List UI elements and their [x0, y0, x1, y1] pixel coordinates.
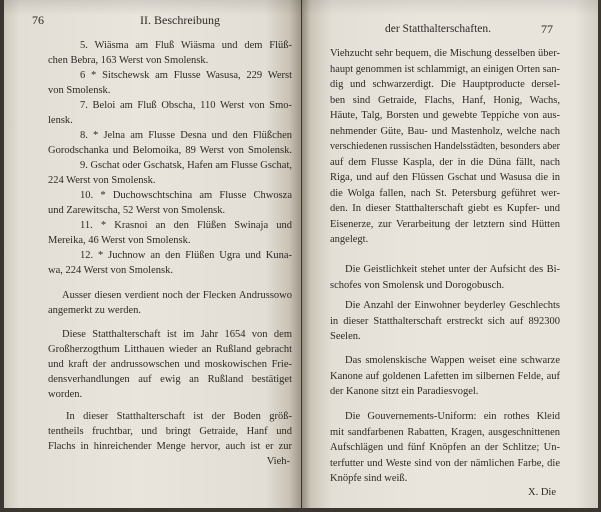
place-entry	[48, 188, 292, 218]
text-line: 9. Gschat oder Gschatsk, Hafen am Flusse Gschat,	[80, 160, 292, 171]
text-line: Großherzogthum Litthauen wieder an Rußland gebracht	[48, 344, 292, 355]
text-line: angemerkt zu werden.	[48, 305, 141, 316]
text-line: 12. * Juchnow an den Flüßen Ugra und Kuna-	[80, 250, 292, 261]
place-entry	[48, 158, 292, 188]
paragraph	[330, 409, 560, 487]
text-line: Aufschlägen und fünf Knöpfen an der Schlitze; Un-	[330, 442, 560, 453]
text-line: Eisenerze, zur Verarbeitung der letztern sind Hütten	[330, 218, 560, 230]
text-line: In dieser Statthalterschaft ist der Boden größ-	[66, 411, 292, 422]
text-line: Die Gouvernements-Uniform: ein rothes Kleid	[345, 411, 560, 422]
right-page	[302, 0, 598, 508]
running-head: der Statthalterschaften.	[385, 23, 492, 35]
text-line: haupt genommen ist schlammigt, an einigen Orten san-	[330, 63, 560, 75]
paragraph	[48, 288, 292, 318]
text-line: terfutter und Weste sind von der nämlichen Farbe, die	[330, 457, 560, 469]
paragraph	[48, 409, 292, 454]
place-entry	[48, 38, 292, 68]
paragraph	[330, 262, 560, 293]
text-line: Seelen.	[330, 331, 361, 342]
text-line: auf dem Flusse Kaspla, der in die Düna fällt, nach	[330, 156, 560, 168]
text-line: 224 Werst von Smolensk.	[48, 175, 156, 186]
text-line: in dieser Statthalterschaft erstreckt sich auf 892300	[330, 315, 560, 327]
text-line: nehmender Güte, Bau- und Mastenholz, welche nach	[330, 125, 560, 137]
text-line: Knöpfe sind weiß.	[330, 473, 408, 484]
text-line: 6 * Sitschewsk am Flusse Wasusa, 229 Werst	[80, 70, 292, 81]
page-number: 76	[32, 13, 44, 27]
text-line: Riga, und auf den Flüssen Gschat und Wasusa die in	[330, 172, 560, 183]
text-line: dig und schwarzerdigt. Die Hauptproducte dersel-	[330, 79, 560, 90]
text-line: Das smolenskische Wappen weiset eine schwarze	[345, 355, 560, 366]
text-line: wa, 224 Werst von Smolensk.	[48, 265, 173, 276]
text-line: Gorodschanka und Belomoika, 89 Werst von Smolensk.	[48, 145, 292, 156]
place-entry	[48, 248, 292, 278]
text-line: Die Anzahl der Einwohner beyderley Geschlechts	[345, 300, 560, 311]
text-line: Flachs in hinreichender Menge hervor, auch ist er zur	[48, 441, 292, 452]
text-line: Diese Statthalterschaft ist im Jahr 1654 von dem	[62, 329, 292, 340]
text-line: 5. Wiäsma am Fluß Wiäsma und dem Flüß-	[80, 40, 292, 51]
text-line: 7. Beloi am Fluß Obscha, 110 Werst von Smo-	[80, 100, 292, 111]
text-line: Viehzucht sehr bequem, die Mischung desselben über-	[330, 48, 560, 59]
text-line: worden.	[48, 389, 83, 400]
paragraph	[330, 298, 560, 345]
page-number: 77	[541, 22, 553, 36]
text-line: Die Geistlichkeit stehet unter der Aufsicht des Bi-	[345, 264, 560, 275]
text-line: und kraft der andrussowschen und moskowischen Frie-	[48, 359, 292, 370]
catchword: Vieh-	[266, 456, 290, 467]
place-list	[48, 38, 292, 278]
left-page	[4, 0, 301, 508]
text-line: lensk.	[48, 115, 73, 126]
text-line: schofes von Smolensk und Dorogobusch.	[330, 279, 505, 291]
text-line: 11. * Krasnoi an den Flüßen Swinaja und	[80, 220, 292, 231]
text-line: Kanone auf goldenen Lafetten im silbernen Felde, auf	[330, 370, 560, 382]
text-line: der Kanone sitzt ein Paradiesvogel.	[330, 386, 479, 397]
text-line: und Zarewitscha, 52 Werst von Smolensk.	[48, 205, 226, 216]
text-line: die Wolga fallen, nach St. Petersburg geführet wer-	[330, 187, 560, 199]
running-head: II. Beschreibung	[140, 13, 220, 27]
text-line: ben sind Getraide, Flachs, Hanf, Honig, Wachs,	[330, 94, 560, 106]
place-entry	[48, 128, 292, 158]
text-line: von Smolensk.	[48, 85, 111, 96]
place-entry	[48, 68, 292, 98]
text-line: 8. * Jelna am Flusse Desna und den Flüßchen	[80, 130, 292, 141]
text-line: 10. * Duchowschtschina am Flusse Chwosza	[80, 190, 292, 201]
text-line: angelegt.	[330, 234, 369, 245]
text-line: den. In dieser Statthalterschaft giebt es Kupfer- und	[330, 203, 560, 214]
place-entry	[48, 98, 292, 128]
place-entry	[48, 218, 292, 248]
text-line: Mereika, 46 Werst von Smolensk.	[48, 235, 191, 246]
text-line: Häute, Talg, Borsten und gewebte Teppiche von aus-	[330, 110, 560, 121]
text-line: chen Bebra, 163 Werst von Smolensk.	[48, 55, 209, 66]
text-line: mit sandfarbenen Rabatten, Kragen, ausgeschnittenen	[330, 426, 560, 438]
text-line: tentheils fruchtbar, und bringt Getraide, Hanf und	[48, 426, 292, 437]
text-line: densverhandlungen auf ewig an Rußland bestätiget	[48, 374, 292, 385]
paragraph	[330, 46, 560, 248]
catchword: X. Die	[528, 487, 556, 498]
text-line: verschiedenen russischen Handelsstädten, besonders aber	[330, 141, 560, 152]
paragraph	[330, 353, 560, 400]
paragraph	[48, 327, 292, 402]
text-line: Ausser diesen verdient noch der Flecken Andrussowo	[62, 290, 292, 301]
